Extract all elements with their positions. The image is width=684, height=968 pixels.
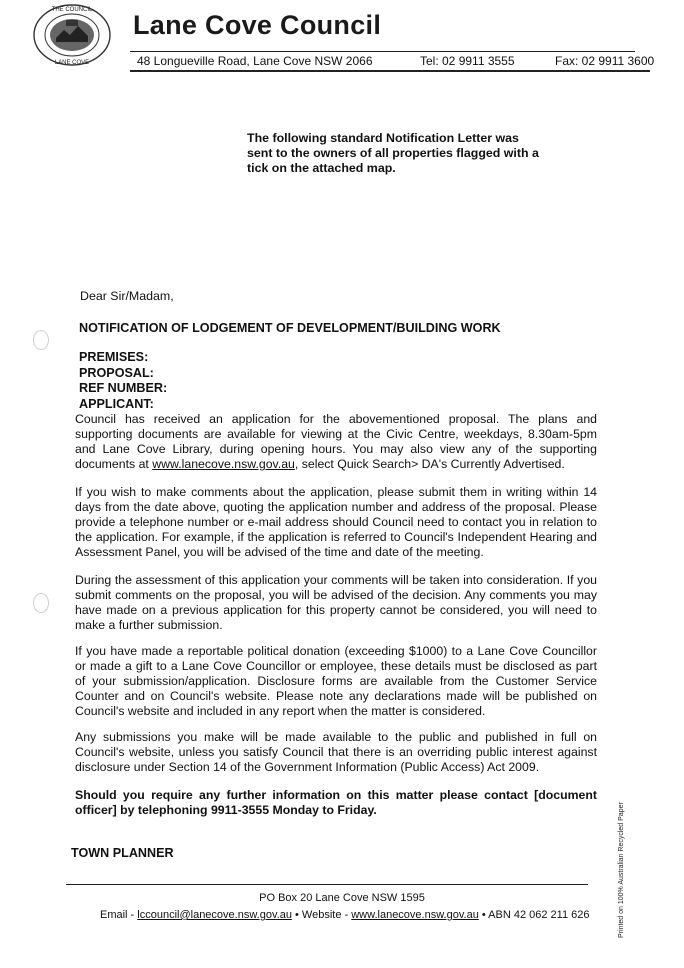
punch-hole-bottom	[33, 593, 49, 613]
field-applicant: APPLICANT:	[79, 396, 154, 411]
letter-subject: NOTIFICATION OF LODGEMENT OF DEVELOPMENT/BUILDING WORK	[79, 321, 501, 335]
paragraph-further-info: Should you require any further information on this matter please contact [document officer] by telephoning 9911-3555 Monday to Friday.	[75, 788, 597, 817]
paragraph-political-donation: If you have made a reportable political donation (exceeding $1000) to a Lane Cove Councillor or made a gift to a Lane Cove Councillor or employee, these details must be disclosed as part of your submission/application. Disclosure forms are available from the Customer Service Counter and on Council's website. Please note any declarations made will be published on Council's website and included in any report when the matter is considered.	[75, 644, 597, 718]
application-fields	[79, 350, 167, 412]
standard-notice: The following standard Notification Letter was sent to the owners of all properties flagged with a tick on the attached map.	[247, 131, 539, 175]
paragraph-1-text-a: Council has received an application for the abovementioned proposal. The plans and supporting documents are available for viewing at the Civic Centre, weekdays, 8.30am-5pm and Lane Cove Library, during opening hours. You may also view any of the supporting documents at	[75, 412, 597, 471]
footer-po-box: PO Box 20 Lane Cove NSW 1595	[259, 892, 425, 904]
council-name: Lane Cove Council	[133, 10, 382, 40]
footer-rule	[66, 884, 588, 885]
paragraph-assessment: During the assessment of this application your comments will be taken into consideration. If you submit comments on the proposal, you will be advised of the decision. Any comments you may have made on a previous application for this property cannot be considered, you will need to make a further submission.	[75, 573, 597, 632]
field-proposal: PROPOSAL:	[79, 365, 154, 380]
council-fax: Fax: 02 9911 3600	[555, 54, 655, 68]
paragraph-submissions-public: Any submissions you make will be made available to the public and published in full on Council's website, unless you satisfy Council that there is an overriding public interest against disclosure under Section 14 of the Government Information (Public Access) Act 2009.	[75, 730, 597, 774]
council-tel: Tel: 02 9911 3555	[420, 54, 515, 68]
header-rule-bottom	[130, 70, 650, 72]
council-seal	[30, 2, 114, 68]
paragraph-application-received	[75, 412, 597, 472]
paragraph-1-text-b: , select Quick Search> DA's Currently Advertised.	[294, 457, 565, 471]
salutation: Dear Sir/Madam,	[80, 289, 174, 303]
recycled-paper-note: Printed on 100% Australian Recycled Paper	[618, 802, 625, 938]
seal-text-top: THE COUNCIL	[51, 7, 93, 13]
footer-email-link[interactable]: lccouncil@lanecove.nsw.gov.au	[137, 909, 292, 921]
field-ref-number: REF NUMBER:	[79, 381, 168, 395]
seal-text-bottom: LANE COVE	[54, 60, 90, 66]
council-website-link[interactable]: www.lanecove.nsw.gov.au	[152, 457, 295, 471]
field-premises: PREMISES:	[79, 350, 149, 364]
header-rule-top	[130, 51, 635, 52]
punch-hole-top	[33, 330, 49, 350]
footer-contact	[100, 909, 590, 921]
footer-website-link[interactable]: www.lanecove.nsw.gov.au	[351, 909, 479, 921]
footer-separator-1: • Website -	[291, 909, 352, 921]
footer-abn: • ABN 42 062 211 626	[478, 909, 590, 921]
signoff: TOWN PLANNER	[71, 846, 174, 860]
paragraph-comments: If you wish to make comments about the application, please submit them in writing within 14 days from the date above, quoting the application number and address of the proposal. Please provide a telephone number or e-mail address should Council need to contact you in relation to the application. For example, if the application is referred to Council's Independent Hearing and Assessment Panel, you will be advised of the time and date of the meeting.	[75, 485, 597, 559]
council-address: 48 Longueville Road, Lane Cove NSW 2066	[137, 54, 373, 68]
footer-email-label: Email -	[100, 909, 138, 921]
